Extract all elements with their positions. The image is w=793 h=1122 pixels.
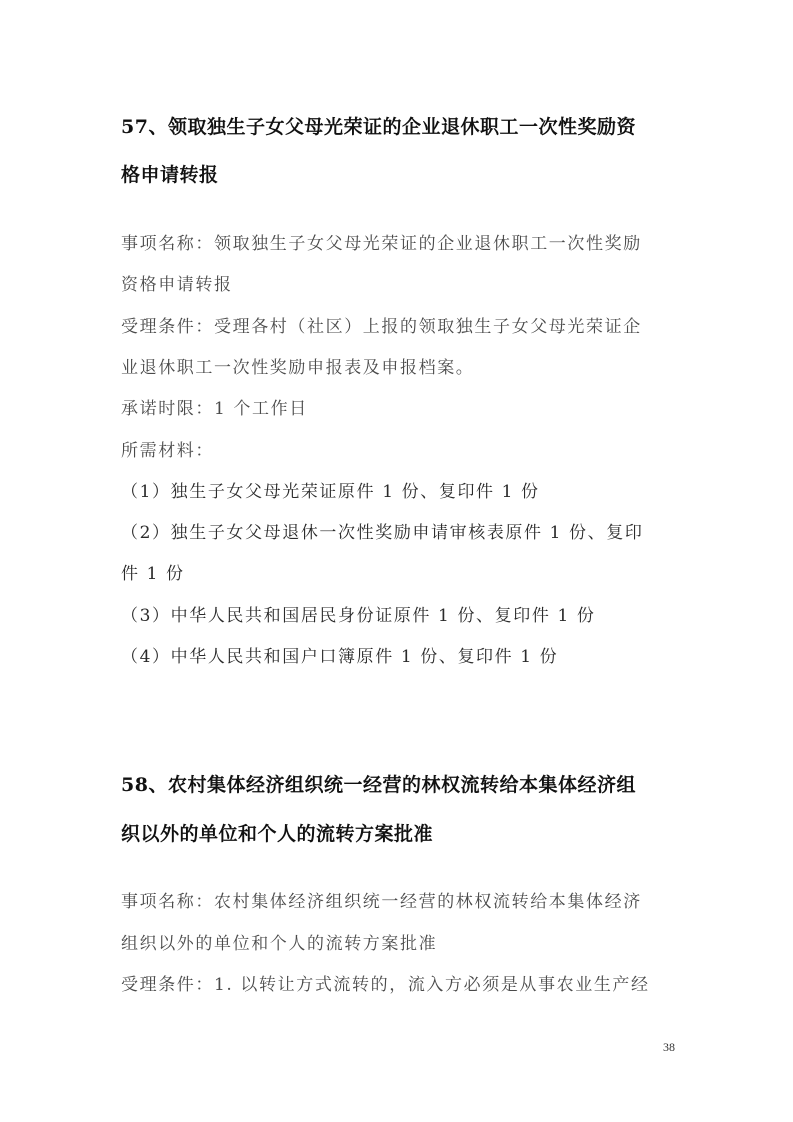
section-57-material-3: （3）中华人民共和国居民身份证原件 1 份、复印件 1 份 bbox=[121, 606, 596, 626]
section-57-title-line-1: 57、领取独生子女父母光荣证的企业退休职工一次性奖励资 bbox=[121, 116, 636, 138]
section-58-conditions-line-1: 受理条件：1. 以转让方式流转的，流入方必须是从事农业生产经 bbox=[121, 975, 650, 995]
page-number: 38 bbox=[663, 1040, 675, 1054]
section-57-time-limit: 承诺时限：1 个工作日 bbox=[121, 399, 308, 419]
section-58-title-line-1: 58、农村集体经济组织统一经营的林权流转给本集体经济组 bbox=[121, 774, 636, 796]
section-58-item-name-line-2: 组织以外的单位和个人的流转方案批准 bbox=[121, 934, 438, 954]
section-57-conditions-line-2: 业退休职工一次性奖励申报表及申报档案。 bbox=[121, 358, 475, 378]
section-58-title-line-2: 织以外的单位和个人的流转方案批准 bbox=[121, 823, 434, 845]
section-57-material-4: （4）中华人民共和国户口簿原件 1 份、复印件 1 份 bbox=[121, 647, 559, 667]
section-57-conditions-line-1: 受理条件：受理各村（社区）上报的领取独生子女父母光荣证企 bbox=[121, 317, 642, 337]
section-57-material-2-line-2: 件 1 份 bbox=[121, 564, 185, 584]
section-57-item-name-line-1: 事项名称：领取独生子女父母光荣证的企业退休职工一次性奖励 bbox=[121, 234, 642, 254]
section-57-title-line-2: 格申请转报 bbox=[121, 164, 219, 186]
section-57-material-1: （1）独生子女父母光荣证原件 1 份、复印件 1 份 bbox=[121, 482, 540, 502]
section-57-materials-label: 所需材料： bbox=[121, 441, 214, 461]
section-57-material-2-line-1: （2）独生子女父母退休一次性奖励申请审核表原件 1 份、复印 bbox=[121, 523, 644, 543]
section-57-item-name-line-2: 资格申请转报 bbox=[121, 275, 233, 295]
section-58-item-name-line-1: 事项名称：农村集体经济组织统一经营的林权流转给本集体经济 bbox=[121, 892, 642, 912]
